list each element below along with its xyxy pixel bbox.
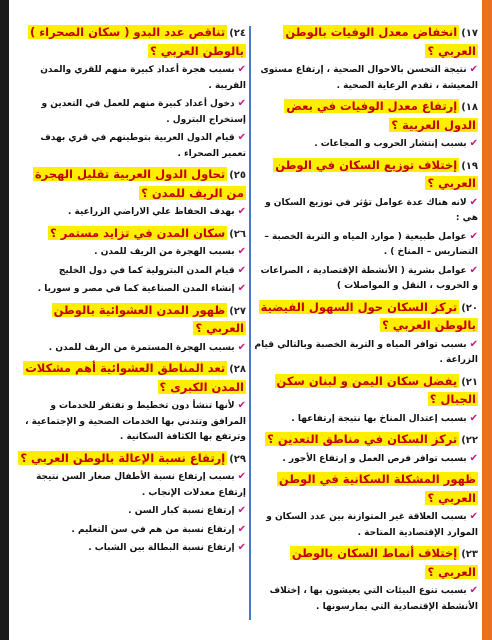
right-orange-border <box>482 0 492 640</box>
question-heading <box>14 166 246 203</box>
answer-text: بسبب إعتدال المناخ بها نتيجة إرتفاعها . <box>291 413 467 424</box>
question-title: انخفاض معدل الوفيات بالوطن العربي ؟ <box>285 25 476 58</box>
question-title: إرتفاع معدل الوفيات في بعض الدول العربية ؟ <box>286 99 476 132</box>
answer-line <box>14 130 246 162</box>
answer-text: بهدف الحفاظ علي الاراضي الزراعية . <box>68 207 235 217</box>
answer-line <box>252 337 478 369</box>
answer-line <box>252 263 478 295</box>
question-block <box>14 360 246 446</box>
question-title: ظهور المشكلة السكانية في الوطن العربي ؟ <box>278 472 476 505</box>
answer-line <box>252 136 478 153</box>
question-heading <box>252 24 478 61</box>
question-number: ٢١) <box>461 376 478 388</box>
checkmark-icon: ✔ <box>237 471 246 482</box>
answer-line <box>14 263 246 280</box>
question-title: تركز السكان حول السهول الفيضية بالوطن العربي ؟ <box>260 299 476 332</box>
question-heading <box>14 450 246 469</box>
answer-line <box>252 583 478 615</box>
question-heading <box>14 225 246 244</box>
question-title: إختلاف أنماط السكان بالوطن العربي ؟ <box>291 546 476 579</box>
question-heading <box>252 98 478 135</box>
question-block <box>252 431 478 467</box>
question-number: ٢٩) <box>229 453 246 465</box>
checkmark-icon: ✔ <box>469 264 478 276</box>
answer-line <box>14 503 246 520</box>
question-heading <box>252 299 478 336</box>
question-block <box>252 24 478 94</box>
answer-text: لانه هناك عدة عوامل تؤثر في توزيع السكان و هي : <box>265 197 478 223</box>
answer-text: إرتفاع نسبة البطالة بين الشباب . <box>88 543 235 553</box>
checkmark-icon: ✔ <box>237 505 246 516</box>
question-number: ٢٨) <box>229 364 246 375</box>
answer-text: بسبب تنوع البيئات التي يعيشون بها ، إختلاف الأنشطة الإقتصادية التي يمارسونها . <box>269 586 478 612</box>
question-heading <box>14 24 246 61</box>
question-title: ظهور المدن العشوائية بالوطن العربي ؟ <box>53 302 244 335</box>
question-block <box>252 471 478 541</box>
question-block <box>252 157 478 295</box>
question-number: ٢٢) <box>461 435 478 446</box>
question-title: إرتفاع نسبة الإعالة بالوطن العربي ؟ <box>20 450 226 465</box>
answer-line <box>14 540 246 557</box>
question-title: تعد المناطق العشوائية أهم مشكلات المدن الكبرى ؟ <box>25 361 244 394</box>
question-number: ٢٧) <box>229 305 246 317</box>
question-block <box>14 24 246 162</box>
checkmark-icon: ✔ <box>237 523 246 535</box>
question-title: إختلاف توزيع السكان في الوطن العربي ؟ <box>275 157 476 190</box>
answer-line <box>252 62 478 94</box>
answer-text: نتيجة التحسن بالاحوال الصحية ، إرتفاع مستوى المعيشة ، تقدم الرعاية الصحية . <box>260 65 478 91</box>
question-block <box>14 225 246 298</box>
answer-text: إرتفاع نسبة كبار السن . <box>128 506 235 516</box>
answer-text: بسبب توافر فرص العمل و إرتفاع الأجور . <box>282 453 467 464</box>
answer-line <box>14 340 246 357</box>
answer-line <box>252 195 478 227</box>
checkmark-icon: ✔ <box>469 230 478 242</box>
answer-text: إنشاء المدن الصناعية كما في مصر و سوريا . <box>37 284 235 294</box>
answer-text: بسبب توافر المياه و التربة الخصبة وبالتالي قيام الزراعة . <box>254 339 478 365</box>
question-title: يفضل سكان اليمن و لبنان سكن الجبال ؟ <box>276 373 476 406</box>
checkmark-icon: ✔ <box>237 400 246 411</box>
question-block <box>14 450 246 557</box>
answer-text: عوامل بشرية ( الأنشطة الإقتصادية ، الصراعات و الحروب ، النقل و المواصلات ) <box>260 265 478 291</box>
checkmark-icon: ✔ <box>469 585 478 596</box>
checkmark-icon: ✔ <box>237 206 246 217</box>
question-number: ١٨) <box>461 102 478 113</box>
question-number: ٢٥) <box>229 170 246 181</box>
checkmark-icon: ✔ <box>237 132 246 143</box>
question-block <box>14 166 246 221</box>
checkmark-icon: ✔ <box>237 283 246 294</box>
checkmark-icon: ✔ <box>469 64 478 75</box>
question-heading <box>252 157 478 194</box>
checkmark-icon: ✔ <box>469 511 478 522</box>
answer-text: بسبب الهجرة المستمرة من الريف للمدن . <box>48 342 235 353</box>
question-number: ١٩) <box>461 160 478 172</box>
question-title: سكان المدن في تزايد مستمر ؟ <box>50 225 226 240</box>
question-heading <box>14 360 246 397</box>
checkmark-icon: ✔ <box>237 542 246 553</box>
question-number: ٢٠) <box>461 302 478 314</box>
answer-line <box>14 469 246 501</box>
question-block <box>252 98 478 153</box>
checkmark-icon: ✔ <box>469 412 478 424</box>
answer-line <box>14 281 246 298</box>
question-number: ١٧) <box>461 28 478 39</box>
question-number: ٢٤) <box>229 28 246 39</box>
question-heading <box>14 302 246 339</box>
answer-line <box>14 62 246 94</box>
answer-text: قيام المدن البترولية كما في دول الخليج <box>58 265 235 276</box>
question-heading <box>252 545 478 582</box>
question-block <box>14 302 246 357</box>
answer-line <box>252 451 478 468</box>
left-column <box>14 24 246 624</box>
question-title: تحاول الدول العربية تقليل الهجرة من الريف للمدن ؟ <box>34 167 244 200</box>
answer-text: بسبب إنتشار الحروب و المجاعات . <box>314 139 467 149</box>
question-block <box>252 545 478 615</box>
answer-text: دخول أعداد كبيرة منهم للعمل في التعدين و إستخراج البترول . <box>41 99 246 125</box>
right-column <box>252 24 478 624</box>
answer-line <box>14 96 246 128</box>
answer-line <box>14 398 246 446</box>
question-block <box>252 373 478 428</box>
checkmark-icon: ✔ <box>237 246 246 257</box>
question-block <box>252 299 478 369</box>
answer-text: بسبب العلاقة غير المتوازنة بين عدد السكان و الموارد الإقتصادية المتاحة . <box>266 512 478 538</box>
answer-line <box>252 229 478 261</box>
answer-text: إرتفاع نسبة من هم في سن التعليم . <box>71 524 235 535</box>
answer-line <box>14 522 246 539</box>
answer-text: قيام الدول العربية بتوطينهم في قري بهدف تعمير الصحراء . <box>40 133 246 159</box>
answer-text: لأنها تنشأ دون تخطيط و تفتقر للخدمات و المرافق وتتدني بها الخدمات الصحية و الإجتماعية ، وترتفع بها الكثافة السكانية . <box>25 401 246 442</box>
checkmark-icon: ✔ <box>469 138 478 149</box>
column-divider <box>249 26 251 620</box>
checkmark-icon: ✔ <box>469 338 478 350</box>
checkmark-icon: ✔ <box>237 264 246 276</box>
question-number: ٢٣) <box>461 549 478 560</box>
answer-text: بسبب إرتفاع نسبة الأطفال صغار السن نتيجة إرتفاع معدلات الإنجاب . <box>36 472 246 498</box>
answer-text: بسبب الهجرة من الريف للمدن . <box>94 247 235 257</box>
checkmark-icon: ✔ <box>469 196 478 208</box>
question-number: ٢٦) <box>229 228 246 240</box>
checkmark-icon: ✔ <box>237 341 246 353</box>
checkmark-icon: ✔ <box>237 64 246 75</box>
answer-text: عوامل طبيعية ( موارد المياه و التربة الخصبة – التضاريس – المناخ ) . <box>264 231 478 257</box>
answer-text: بسبب هجرة أعداد كبيرة منهم للقري والمدن القريبة . <box>40 65 246 91</box>
question-heading <box>252 471 478 508</box>
answer-line <box>14 244 246 261</box>
checkmark-icon: ✔ <box>237 98 246 109</box>
answer-line <box>252 509 478 541</box>
left-dark-border <box>0 0 9 640</box>
checkmark-icon: ✔ <box>469 452 478 464</box>
question-heading <box>252 431 478 450</box>
question-heading <box>252 373 478 410</box>
question-title: تناقص عدد البدو ( سكان الصحراء ) بالوطن العربي ؟ <box>29 25 244 58</box>
question-title: تركز السكان في مناطق التعدين ؟ <box>267 432 458 446</box>
answer-line <box>252 411 478 428</box>
answer-line <box>14 204 246 221</box>
